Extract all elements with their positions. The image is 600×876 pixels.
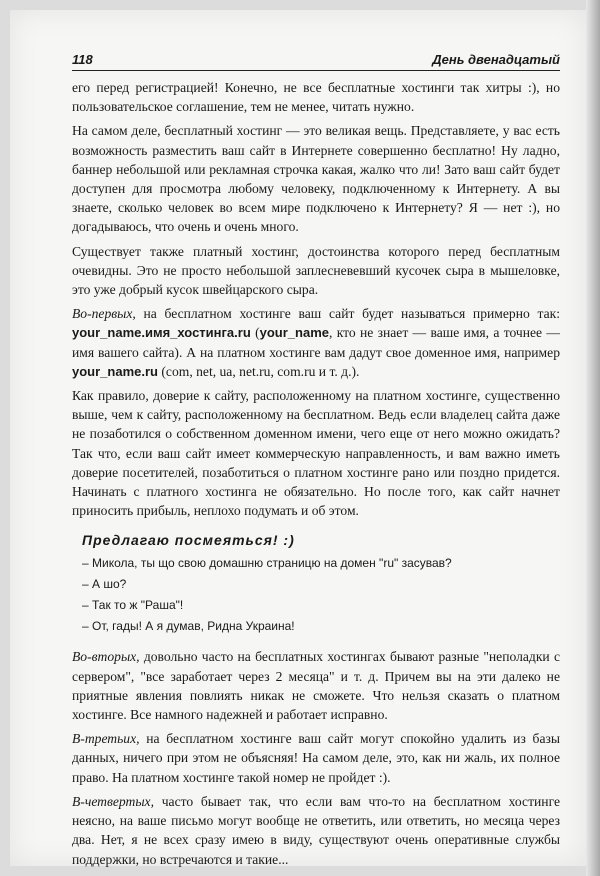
joke-line: – От, гады! А я думав, Ридна Украина! bbox=[82, 619, 295, 634]
running-header bbox=[72, 52, 560, 71]
paragraph-8-lead: В-четвертых, bbox=[72, 793, 154, 809]
paragraph-4-text-2: ( bbox=[250, 325, 260, 341]
paragraph-4-code-3: your_name.ru bbox=[72, 363, 158, 379]
page-number: 118 bbox=[72, 52, 93, 67]
paragraph-6-text: довольно часто на бесплатных хостингах бывают разные "неполадки с сервером", "все заработает через 2 месяца" и т. д. Причем вы на эти далеко не приятные явления повлиять никак не сможете. Что нельзя сказать о платном хостинге. Все намного надежней и работает исправно. bbox=[72, 649, 560, 723]
paragraph-4-lead: Во-первых, bbox=[72, 306, 136, 322]
joke-line: – А шо? bbox=[82, 577, 127, 592]
joke-line: – Так то ж "Раша"! bbox=[82, 598, 184, 613]
page-content bbox=[72, 78, 560, 874]
paragraph-4-text-4: (com, net, ua, net.ru, com.ru и т. д.). bbox=[157, 363, 360, 379]
paragraph-4 bbox=[72, 304, 560, 381]
paragraph-2: На самом деле, бесплатный хостинг — это великая вещь. Представляете, у вас есть возможность разместить ваш сайт в Интернете совершенно бесплатно! Ну ладно, баннер небольшой или рекламная строчка какая, жалко что ли! Зато ваш сайт будет доступен для просмотра любому человеку, подключенному к Интернету. А вы знаете, сколько человек во всем мире подключено к Интернету? Я — нет :), но догадываюсь, что очень и очень много. bbox=[72, 123, 560, 235]
paragraph-4-code-2: your_name bbox=[259, 325, 329, 341]
paragraph-1: его перед регистрацией! Конечно, не все бесплатные хостинги так хитры :), но пользовательское соглашение, тем не менее, читать нужно. bbox=[72, 80, 560, 115]
paragraph-7 bbox=[72, 729, 560, 787]
paragraph-5: Как правило, доверие к сайту, расположенному на платном хостинге, существенно выше, чем к сайту, расположенному на бесплатном. Ведь если владелец сайта даже не позаботился о собственном доменном имени, чего еще от него можно ожидать? Так что, если ваш сайт имеет коммерческую направленность, и вам важно иметь доверие посетителей, позаботиться о платном хостинге рано или поздно придется. Начинать с платного хостинга не обязательно. Но после того, как сайт начнет приносить прибыль, неплохо подумать и об этом. bbox=[72, 388, 560, 519]
paragraph-4-text-1: на бесплатном хостинге ваш сайт будет называться примерно так: bbox=[135, 306, 560, 322]
joke-title: Предлагаю посмеяться! :) bbox=[82, 532, 295, 549]
paragraph-7-lead: В-третьих, bbox=[72, 731, 140, 747]
paragraph-6-lead: Во-вторых, bbox=[72, 649, 140, 665]
paragraph-8-text: часто бывает так, что если вам что-то на бесплатном хостинге неясно, на ваше письмо могут вообще не ответить, или ответить, но месяца через два. Нет, я не всех сразу имею в виду, существуют очень оперативные службы поддержки, но встречаются и такие... bbox=[72, 793, 560, 867]
paragraph-3: Существует также платный хостинг, достоинства которого перед бесплатным очевидны. Это не просто небольшой заплесневевший кусочек сыра в мышеловке, это уже добрый кусок швейцарского сыра. bbox=[72, 243, 560, 298]
chapter-title: День двенадцатый bbox=[432, 52, 560, 67]
paragraph-4-text-3: , кто не знает — ваше имя, а точнее — имя вашего сайта). А на платном хостинге вам дадут свое доменное имя, например bbox=[72, 325, 560, 360]
paragraph-6 bbox=[72, 647, 560, 724]
paragraph-8 bbox=[72, 792, 560, 869]
paragraph-7-text: на бесплатном хостинге ваш сайт могут спокойно удалить из базы данных, ничего при этом не объясняя! На самом деле, это, как ни жаль, их полное право. На платном хостинге такой номер не пройдет :). bbox=[72, 731, 560, 785]
joke-line: – Микола, ты що свою домашню страницю на домен "ru" засував? bbox=[82, 556, 452, 571]
paragraph-4-code-1: your_name.имя_хостинга.ru bbox=[72, 325, 251, 341]
page-binding-shadow bbox=[586, 0, 600, 876]
joke-box bbox=[82, 530, 560, 637]
